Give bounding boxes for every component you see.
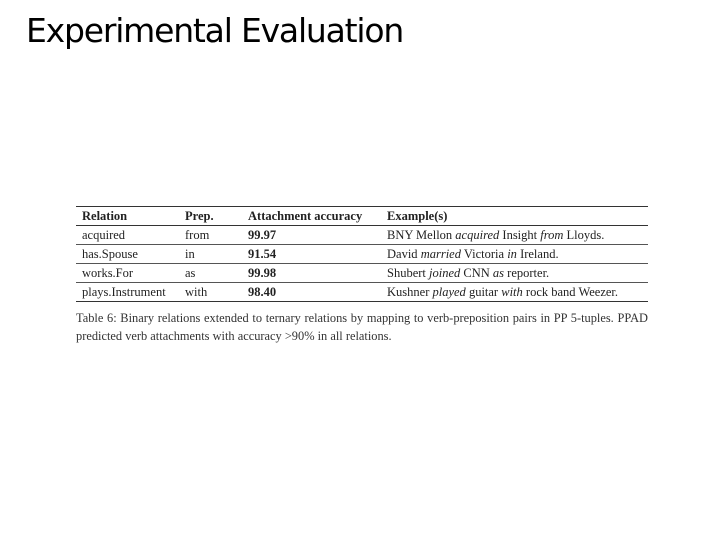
accuracy-cell: 99.98 bbox=[242, 264, 381, 283]
example-text: Ireland. bbox=[516, 247, 559, 261]
header-examples: Example(s) bbox=[381, 207, 648, 226]
accuracy-cell: 99.97 bbox=[242, 226, 381, 245]
example-text: Victoria bbox=[460, 247, 508, 261]
example-text: BNY Mellon bbox=[387, 228, 456, 242]
header-accuracy: Attachment accuracy bbox=[242, 207, 381, 226]
table-figure bbox=[76, 206, 648, 345]
table-row bbox=[76, 264, 648, 283]
example-verb: married bbox=[420, 247, 461, 261]
slide-title: Experimental Evaluation bbox=[26, 11, 404, 50]
table-row bbox=[76, 245, 648, 264]
example-prep: with bbox=[501, 285, 523, 299]
example-prep: in bbox=[507, 247, 517, 261]
accuracy-cell: 91.54 bbox=[242, 245, 381, 264]
example-prep: from bbox=[540, 228, 564, 242]
example-cell bbox=[381, 226, 648, 245]
example-cell bbox=[381, 245, 648, 264]
prep-cell: with bbox=[179, 283, 242, 302]
prep-cell: as bbox=[179, 264, 242, 283]
example-cell bbox=[381, 283, 648, 302]
prep-cell: in bbox=[179, 245, 242, 264]
example-text: Insight bbox=[499, 228, 541, 242]
example-text: Lloyds. bbox=[563, 228, 605, 242]
example-verb: joined bbox=[429, 266, 461, 280]
example-text: Kushner bbox=[387, 285, 433, 299]
accuracy-cell: 98.40 bbox=[242, 283, 381, 302]
table-header-row bbox=[76, 207, 648, 226]
example-text: CNN bbox=[460, 266, 493, 280]
example-text: reporter. bbox=[504, 266, 550, 280]
example-text: rock band Weezer. bbox=[522, 285, 619, 299]
relation-cell: works.For bbox=[76, 264, 179, 283]
table-caption: Table 6: Binary relations extended to ternary relations by mapping to verb-preposition pairs in PP 5-tuples. PPAD predicted verb attachments with accuracy >90% in all relations. bbox=[76, 311, 648, 343]
example-text: guitar bbox=[465, 285, 502, 299]
header-relation: Relation bbox=[76, 207, 179, 226]
relation-cell: has.Spouse bbox=[76, 245, 179, 264]
table-row bbox=[76, 283, 648, 302]
prep-cell: from bbox=[179, 226, 242, 245]
relations-table bbox=[76, 206, 648, 302]
example-text: Shubert bbox=[387, 266, 430, 280]
relation-cell: plays.Instrument bbox=[76, 283, 179, 302]
example-text: David bbox=[387, 247, 421, 261]
example-verb: played bbox=[432, 285, 466, 299]
example-prep: as bbox=[492, 266, 505, 280]
relation-cell: acquired bbox=[76, 226, 179, 245]
example-verb: acquired bbox=[455, 228, 500, 242]
table-row bbox=[76, 226, 648, 245]
header-prep: Prep. bbox=[179, 207, 242, 226]
example-cell bbox=[381, 264, 648, 283]
